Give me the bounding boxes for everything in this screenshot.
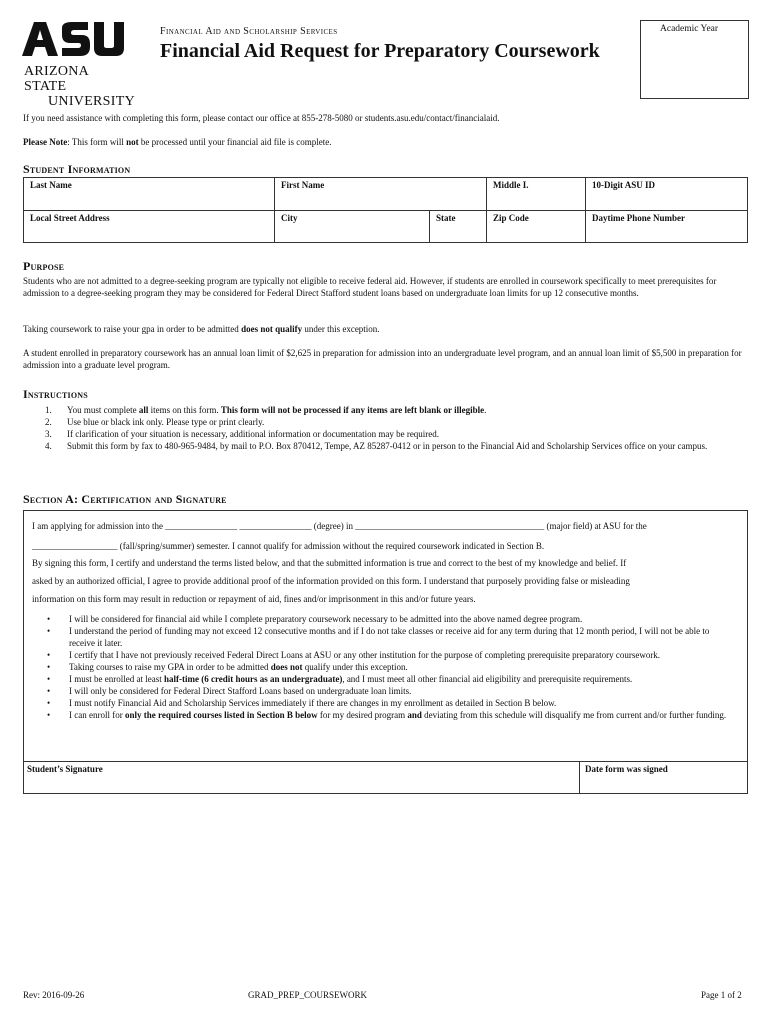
degree-blank[interactable]: ________________ ________________ <box>165 521 312 531</box>
term-text: I certify that I have not previously received Federal Direct Loans at ASU or any other institution for the purpose of completing prerequisite preparatory coursework. <box>69 650 661 660</box>
instruction-text: Submit this form by fax to 480-965-9484, by mail to P.O. Box 870412, Tempe, AZ 85287-0412 or in person to the Financial Aid and Scholarship Services office on your campus. <box>67 441 708 451</box>
term-text: for my desired program <box>317 710 408 720</box>
term-bold: half-time (6 credit hours as an undergraduate) <box>163 674 343 684</box>
zip-code-label: Zip Code <box>493 213 529 223</box>
term-text: deviating from this schedule will disqualify me from current and/or further funding. <box>421 710 727 720</box>
item-number: 2. <box>45 417 52 427</box>
term-text: I can enroll for <box>69 710 125 720</box>
state-label: State <box>436 213 456 223</box>
instruction-item <box>23 428 745 440</box>
certify-line-2: asked by an authorized official, I agree to provide additional proof of the information provided on this form. I understand that purposely providing false or misleading <box>32 576 630 586</box>
purpose-paragraph-2 <box>23 324 745 336</box>
terms-list <box>32 613 737 721</box>
term-text: I must notify Financial Aid and Scholarship Services immediately if there are changes in my enrollment as detailed in Section B below. <box>69 698 557 708</box>
admission-text: I am applying for admission into the <box>32 521 166 531</box>
instruction-text: items on this form. <box>148 405 221 415</box>
purpose-p2-bold: does not qualify <box>241 324 303 334</box>
term-text: I must be enrolled at least <box>69 674 164 684</box>
term-bold: does not <box>270 662 303 672</box>
signature-row <box>24 761 747 793</box>
phone-label: Daytime Phone Number <box>592 213 685 223</box>
instruction-item <box>23 416 745 428</box>
instruction-text: If clarification of your situation is necessary, additional information or documentation may be required. <box>67 429 440 439</box>
middle-initial-field[interactable] <box>487 178 586 211</box>
section-a-box <box>23 510 748 794</box>
state-field[interactable] <box>430 211 487 243</box>
term-item <box>32 685 737 697</box>
certify-line-1: By signing this form, I certify and understand the terms listed below, and that the submitted information is true and correct to the best of my knowledge and belief. If <box>32 558 627 568</box>
phone-field[interactable] <box>586 211 748 243</box>
purpose-p2-post: under this exception. <box>302 324 380 334</box>
section-a-heading: Section A: Certification and Signature <box>23 492 227 506</box>
instruction-bold: This form will not be processed if any items are left blank or illegible <box>220 405 485 415</box>
instructions-list <box>23 404 745 452</box>
note-text-pre: : This form will <box>67 137 127 147</box>
note-text-post: be processed until your financial aid file is complete. <box>138 137 332 147</box>
purpose-heading: Purpose <box>23 259 65 273</box>
term-item <box>32 673 737 685</box>
term-text: I understand the period of funding may not exceed 12 consecutive months and if I do not take classes or receive aid for any term during that 12 month period, I will not be able to receive it later. <box>69 626 710 648</box>
item-number: 4. <box>45 441 52 451</box>
first-name-field[interactable] <box>275 178 487 211</box>
street-address-label: Local Street Address <box>30 213 110 223</box>
purpose-paragraph-1: Students who are not admitted to a degree-seeking program are typically not eligible to receive federal aid. However, if students are enrolled in coursework specifically to meet prerequisites for admission to a degree-seeking program they may be considered for Federal Direct Stafford student loans based on undergraduate loan limits for up 12 consecutive months. <box>23 276 717 298</box>
instructions-heading: Instructions <box>23 387 88 401</box>
term-item <box>32 709 737 721</box>
bullet: • <box>47 650 51 660</box>
major-blank[interactable]: __________________________________________ <box>355 521 545 531</box>
semester-blank[interactable]: ___________________ <box>32 541 118 551</box>
student-info-heading: Student Information <box>23 162 131 176</box>
bullet: • <box>47 710 51 720</box>
academic-year-field[interactable] <box>640 20 749 99</box>
instruction-text: You must complete <box>67 405 139 415</box>
note-text-bold: not <box>126 137 139 147</box>
term-item <box>32 613 737 625</box>
please-note <box>23 137 745 149</box>
admission-text: (degree) in <box>311 521 356 531</box>
bullet: • <box>47 626 51 636</box>
asu-logo <box>22 20 135 109</box>
item-number: 1. <box>45 405 52 415</box>
middle-initial-label: Middle I. <box>493 180 529 190</box>
last-name-field[interactable] <box>24 178 275 211</box>
term-item <box>32 625 737 649</box>
admission-line <box>32 521 742 532</box>
term-item <box>32 697 737 709</box>
logo-line-university: UNIVERSITY <box>48 94 135 109</box>
date-signed-field[interactable] <box>580 762 747 794</box>
instruction-item <box>23 440 745 452</box>
signature-label: Student’s Signature <box>27 764 103 774</box>
instruction-bold: all <box>138 405 149 415</box>
admission-text: (major field) at ASU for the <box>544 521 647 531</box>
purpose-paragraph-3: A student enrolled in preparatory coursework has an annual loan limit of $2,625 in preparation for admission into an undergraduate level program, and an annual loan limit of $5,500 in preparation for admission into a graduate level program. <box>23 348 742 370</box>
city-field[interactable] <box>275 211 430 243</box>
term-item <box>32 649 737 661</box>
form-code: GRAD_PREP_COURSEWORK <box>248 990 368 1000</box>
instruction-item <box>23 404 745 416</box>
term-bold: only the required courses listed in Section B below <box>124 710 318 720</box>
street-address-field[interactable] <box>24 211 275 243</box>
instruction-text: Use blue or black ink only. Please type or print clearly. <box>67 417 265 427</box>
bullet: • <box>47 614 51 624</box>
student-info-table <box>23 177 748 243</box>
asu-logo-mark <box>22 20 126 60</box>
term-item <box>32 661 737 673</box>
logo-line-arizona-state: ARIZONA STATE <box>24 64 89 94</box>
semester-text: (fall/spring/summer) semester. I cannot qualify for admission without the required coursework indicated in Section B. <box>117 541 545 551</box>
note-label: Please Note <box>23 137 68 147</box>
bullet: • <box>47 686 51 696</box>
contact-info: If you need assistance with completing this form, please contact our office at 855-278-5080 or students.asu.edu/contact/financialaid. <box>23 113 500 123</box>
student-signature-field[interactable] <box>24 762 579 794</box>
bullet: • <box>47 698 51 708</box>
form-title: Financial Aid Request for Preparatory Coursework <box>160 40 600 62</box>
purpose-p2-pre: Taking coursework to raise your gpa in order to be admitted <box>23 324 242 334</box>
bullet: • <box>47 674 51 684</box>
page-number: Page 1 of 2 <box>701 990 742 1000</box>
semester-line <box>32 541 742 552</box>
last-name-label: Last Name <box>30 180 72 190</box>
asu-id-label: 10-Digit ASU ID <box>592 180 656 190</box>
city-label: City <box>281 213 298 223</box>
term-bold: and <box>407 710 422 720</box>
zip-code-field[interactable] <box>487 211 586 243</box>
office-name: Financial Aid and Scholarship Services <box>160 26 338 37</box>
term-text: , and I must meet all other financial aid eligibility and prerequisite requirements. <box>342 674 633 684</box>
instruction-text: . <box>484 405 487 415</box>
revision-date: Rev: 2016-09-26 <box>23 990 85 1000</box>
bullet: • <box>47 662 51 672</box>
term-text: Taking courses to raise my GPA in order to be admitted <box>69 662 271 672</box>
certify-line-3: information on this form may result in reduction or repayment of aid, fines and/or imprisonment in this and/or future years. <box>32 594 476 604</box>
date-signed-label: Date form was signed <box>585 764 668 774</box>
term-text: qualify under this exception. <box>302 662 408 672</box>
first-name-label: First Name <box>281 180 325 190</box>
item-number: 3. <box>45 429 52 439</box>
term-text: I will be considered for financial aid while I complete preparatory coursework necessary to be admitted into the above named degree program. <box>69 614 583 624</box>
asu-id-field[interactable] <box>586 178 748 211</box>
academic-year-label: Academic Year <box>660 24 719 34</box>
term-text: I will only be considered for Federal Direct Stafford Loans based on undergraduate loan limits. <box>69 686 412 696</box>
